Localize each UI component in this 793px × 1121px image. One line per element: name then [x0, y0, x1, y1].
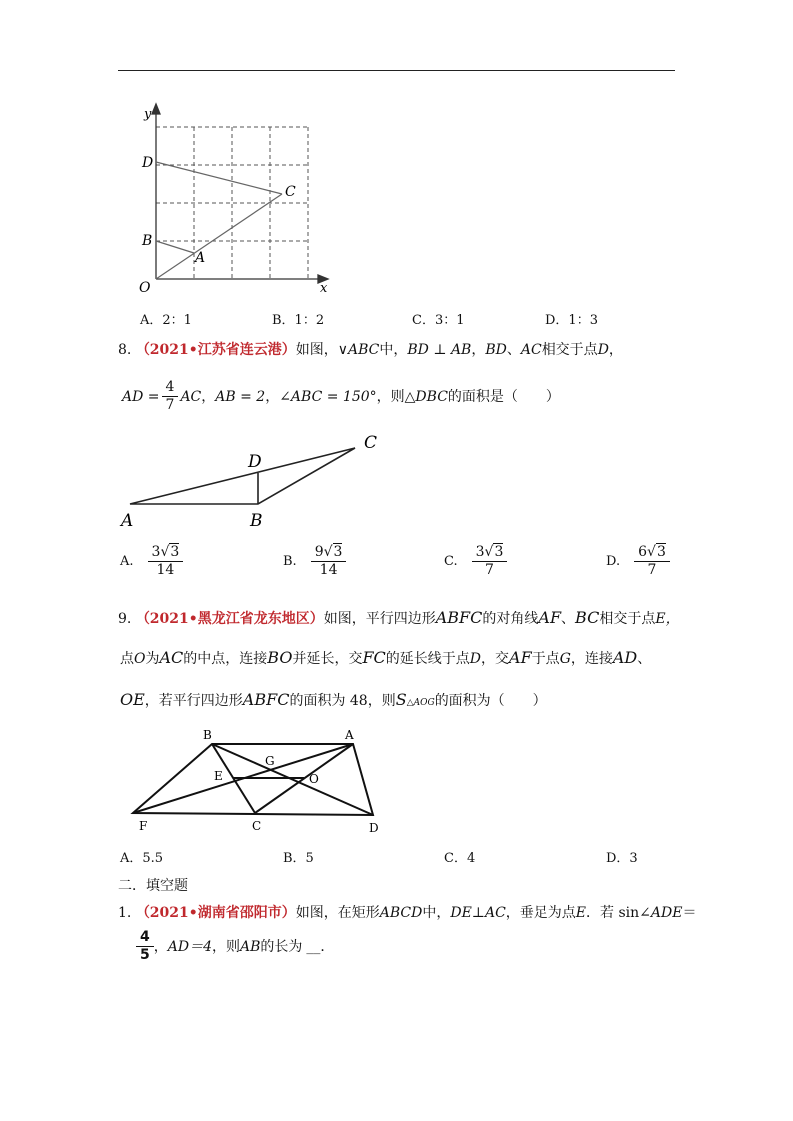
q8-math-ac2: AC: [180, 388, 202, 405]
fill1-line1: [118, 904, 696, 922]
q8-math-ac: AC: [520, 342, 542, 358]
q9-text-1d: 相交于点: [599, 611, 656, 627]
label-d: D: [142, 155, 154, 171]
label-c: C: [285, 184, 296, 200]
q8-option-a[interactable]: [120, 545, 183, 578]
q8-option-a-frac: $\frac{3√3}{14}$: [148, 545, 184, 578]
q9-math-ac: AC: [159, 648, 184, 667]
q9-line2: [120, 649, 651, 668]
q8-option-d[interactable]: [606, 545, 670, 578]
fill1-frac-num: 4: [136, 930, 154, 947]
fill1-text-2: 中，: [422, 905, 451, 921]
q8-text-comma-2: ，: [265, 388, 280, 405]
fill1-fraction: [136, 930, 154, 963]
q8-option-c-frac: $\frac{3√3}{7}$: [472, 545, 508, 578]
q7-option-a[interactable]: A．2：1: [140, 313, 192, 328]
q9-fig-label-o: O: [309, 772, 319, 786]
q9-text-2g: 于点: [531, 651, 560, 667]
section-title-fill-in: 二．填空题: [118, 878, 188, 894]
q8-text-7: ，则: [376, 388, 405, 405]
q9-math-o: O: [134, 651, 146, 667]
label-x: x: [320, 281, 328, 296]
q8-frac-num: 4: [162, 380, 179, 397]
q8-option-d-frac: $\frac{6√3}{7}$: [634, 545, 670, 578]
q8-option-b-den: 14: [319, 562, 338, 578]
q8-option-c-coef: 3: [475, 544, 485, 560]
q8-math-vabc: ∨ABC: [337, 342, 380, 358]
figure-coordinate-grid: [130, 100, 340, 300]
fill1-text-5: ＝: [682, 905, 697, 921]
q9-number: 9.: [118, 611, 132, 627]
q8-option-c-letter: C.: [444, 554, 458, 569]
q7-option-d[interactable]: D．1：3: [545, 313, 598, 328]
q8-option-a-den: 14: [156, 562, 175, 578]
q9-option-d[interactable]: D．3: [606, 851, 638, 866]
q8-option-c-rad: 3: [494, 544, 504, 560]
q8-math-d: D: [597, 342, 609, 358]
q8-option-d-rad: 3: [656, 544, 666, 560]
fill1-math-ab: AB: [240, 938, 261, 955]
grid-lines: [156, 127, 308, 279]
q8-fraction: [162, 380, 179, 413]
q9-fig-label-b: B: [203, 728, 212, 742]
q8-text-6: ，: [608, 342, 623, 358]
q8-fig-label-a: A: [121, 511, 134, 531]
header-rule: [118, 70, 675, 71]
q8-option-b-rad: 3: [333, 544, 343, 560]
fill1-line2: [136, 930, 334, 963]
q9-math-g: G: [559, 651, 571, 667]
q8-option-a-rad: 3: [170, 544, 180, 560]
q9-fig-label-a: A: [345, 728, 354, 742]
fill1-math-e: E: [575, 905, 587, 921]
axes: [152, 104, 328, 283]
q9-text-2i: 、: [637, 651, 652, 667]
fill1-text-1: 如图，在矩形: [295, 905, 380, 921]
fill1-math-ade: ADE: [650, 905, 683, 921]
q8-option-b-frac: $\frac{9√3}{14}$: [311, 545, 347, 578]
q9-line1: [118, 609, 680, 628]
label-a: A: [195, 250, 206, 266]
q9-fig-label-g: G: [265, 754, 275, 768]
q9-text-2f: ，交: [481, 651, 510, 667]
q9-fig-label-f: F: [139, 819, 148, 833]
q8-option-d-coef: 6: [638, 544, 648, 560]
q9-figure: [125, 722, 395, 840]
fill1-text-7: ，则: [212, 938, 240, 955]
q8-fig-label-d: D: [248, 452, 262, 472]
q8-fig-label-c: C: [364, 433, 378, 453]
q9-source: （2021•黑龙江省龙东地区）: [135, 611, 324, 627]
q9-text-2c: 的中点，连接: [183, 651, 268, 667]
label-b: B: [142, 233, 153, 249]
q8-text-2: 中，: [379, 342, 408, 358]
q8-text-1: 如图，: [295, 342, 338, 358]
q8-option-b[interactable]: [283, 545, 346, 578]
q9-text-2h: ，连接: [570, 651, 613, 667]
q9-fig-label-e: E: [214, 769, 223, 783]
q9-text-1c: 、: [561, 611, 576, 627]
q9-math-af: AF: [538, 608, 562, 627]
q9-text-3c: 的面积为（ ）: [434, 693, 547, 709]
q9-math-s: S: [395, 690, 407, 709]
q9-math-abfc: ABFC: [435, 608, 483, 627]
label-y: y: [144, 107, 152, 122]
q9-text-2d: 并延长，交: [292, 651, 363, 667]
q8-option-c-den: 7: [485, 562, 494, 578]
q9-option-a[interactable]: A．5.5: [120, 851, 164, 866]
fill1-answer-blank[interactable]: __．: [306, 938, 335, 955]
q9-math-e: E，: [655, 611, 680, 627]
q9-text-2a: 点: [120, 651, 134, 667]
fill1-text-8: 的长为: [260, 938, 303, 955]
figure-segments: [156, 162, 282, 279]
fill1-frac-den: 5: [140, 947, 150, 963]
q9-math-d: D: [469, 651, 482, 667]
q9-math-oe: OE: [120, 690, 145, 709]
q8-text-4: 、: [506, 342, 521, 358]
q8-math-ad: AD =: [122, 388, 160, 405]
q9-fig-label-d: D: [369, 821, 379, 835]
q9-text-2b: 为: [145, 651, 160, 667]
q8-option-d-den: 7: [647, 562, 657, 578]
q8-line2: [122, 380, 560, 413]
q8-text-comma-1: ，: [201, 388, 216, 405]
q8-figure: [115, 428, 395, 533]
q8-text-5: 相交于点: [541, 342, 598, 358]
q8-option-a-letter: A.: [120, 554, 134, 569]
q9-text-3a: ，若平行四边形: [144, 693, 243, 709]
q8-number: 8.: [118, 342, 132, 358]
q9-text-1b: 的对角线: [482, 611, 539, 627]
q8-line1: [118, 341, 623, 359]
q8-option-c[interactable]: [444, 545, 507, 578]
fill1-text-6: ，: [153, 938, 168, 955]
fill1-text-3: ，垂足为点: [505, 905, 576, 921]
fill1-math-ad: AD＝4: [167, 938, 212, 955]
q9-math-ad: AD: [612, 648, 638, 667]
q8-source: （2021•江苏省连云港）: [135, 342, 296, 358]
q9-math-bc: BC: [575, 608, 600, 627]
q9-option-c[interactable]: C．4: [444, 851, 476, 866]
q8-text-3: ，: [471, 342, 486, 358]
q8-option-b-coef: 9: [314, 544, 324, 560]
q9-math-af-2: AF: [509, 648, 532, 667]
q9-math-abfc-2: ABFC: [242, 690, 290, 709]
q9-fig-label-c: C: [252, 819, 262, 833]
fill1-math-de-ac: DE⊥AC: [450, 905, 506, 921]
q8-fig-label-b: B: [250, 511, 263, 531]
q8-option-a-coef: 3: [151, 544, 161, 560]
q9-option-b[interactable]: B．5: [283, 851, 314, 866]
q7-option-b[interactable]: B．1：2: [272, 313, 325, 328]
q8-option-d-letter: D.: [606, 554, 621, 569]
q8-option-b-letter: B.: [283, 554, 297, 569]
q9-text-2e: 的延长线于点: [385, 651, 470, 667]
fill1-text-4: ．若 sin∠: [586, 905, 651, 921]
q9-line3: [120, 691, 547, 712]
q8-math-ab: AB = 2: [215, 388, 266, 405]
q8-math-bd-perp-ab: BD ⊥ AB: [407, 342, 472, 358]
fill1-number: 1.: [118, 905, 132, 921]
q8-math-triangle: △DBC: [404, 388, 448, 405]
q9-math-fc: FC: [362, 648, 386, 667]
q8-text-8: 的面积是（ ）: [447, 388, 560, 405]
q8-math-angle: ∠ABC = 150°: [279, 388, 377, 405]
fill1-math-abcd: ABCD: [379, 905, 423, 921]
q9-text-1a: 如图，平行四边形: [323, 611, 436, 627]
q8-math-bd: BD: [485, 342, 507, 358]
fill1-source: （2021•湖南省邵阳市）: [135, 905, 296, 921]
label-o: O: [139, 280, 151, 296]
q8-frac-den: 7: [165, 397, 175, 413]
q9-text-3b: 的面积为 48，则: [289, 693, 396, 709]
q9-math-s-sub: △AOG: [406, 698, 435, 708]
q9-math-bo: BO: [267, 648, 293, 667]
q7-option-c[interactable]: C．3：1: [412, 313, 465, 328]
